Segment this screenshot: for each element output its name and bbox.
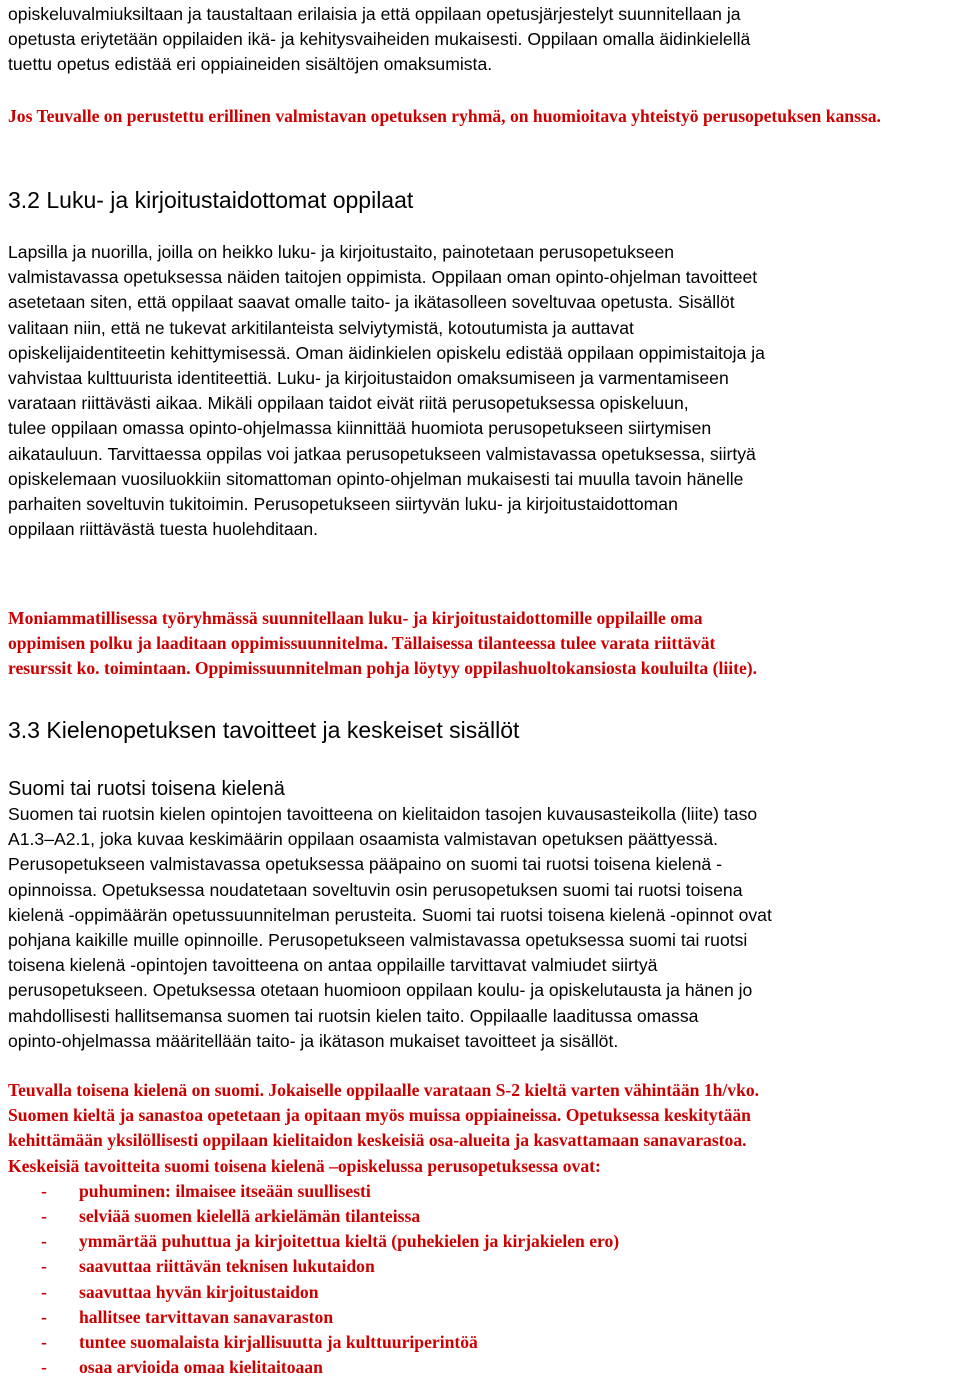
- text-line: perusopetukseen. Opetuksessa otetaan huomioon oppilaan koulu- ja opiskelutausta ja hänen jo: [8, 980, 753, 1001]
- list-item: [8, 1355, 759, 1380]
- text-line: tulee oppilaan omassa opinto-ohjelmassa kiinnittää huomiota perusopetukseen siirtymisen: [8, 418, 712, 439]
- text-line: opiskelemaan vuosiluokkiin sitomattoman opinto-ohjelman mukaisesti tai muulla tavoin hänelle: [8, 468, 744, 489]
- text-line: pohjana kaikille muille opinnoille. Perusopetukseen valmistavassa opetuksessa suomi tai ruotsi: [8, 930, 748, 951]
- text-line: oppilaan riittävästä tuesta huolehditaan.: [8, 519, 319, 540]
- list-item: [8, 1254, 759, 1279]
- text-line: parhaiten soveltuvin tukitoimin. Perusopetukseen siirtyvän luku- ja kirjoitustaidottoman: [8, 494, 678, 515]
- section-heading-3-3: 3.3 Kielenopetuksen tavoitteet ja keskeiset sisällöt: [8, 717, 520, 743]
- text-line: Lapsilla ja nuorilla, joilla on heikko luku- ja kirjoitustaito, painotetaan perusopetukseen: [8, 242, 675, 262]
- text-line: vahvistaa kulttuurista identiteettiä. Luku- ja kirjoitustaidon omaksumiseen ja varmentamiseen: [8, 368, 729, 389]
- list-item-text: osaa arvioida omaa kielitaitoaan: [79, 1357, 323, 1378]
- dash-bullet: -: [41, 1206, 47, 1227]
- text-line: resurssit ko. toimintaan. Oppimissuunnitelman pohja löytyy oppilashuoltokansiosta kouluilta (liite).: [8, 658, 758, 679]
- text-line: opiskeluvalmiuksiltaan ja taustaltaan erilaisia ja että oppilaan opetusjärjestelyt suunnitellaan ja: [8, 4, 741, 24]
- dash-bullet: -: [41, 1256, 47, 1277]
- paragraph-illiterate-students: [8, 240, 765, 542]
- text-line: opetusta eriytetään oppilaiden ikä- ja kehitysvaiheiden mukaisesti. Oppilaan omalla äidinkielellä: [8, 29, 751, 50]
- dash-bullet: -: [41, 1231, 47, 1252]
- goals-list: [8, 1179, 759, 1381]
- text-line: asetetaan siten, että oppilaat saavat omalle taito- ja ikätasolleen soveltuvaa opetusta. Sisällöt: [8, 292, 735, 313]
- subheading-second-language: Suomi tai ruotsi toisena kielenä: [8, 778, 285, 800]
- text-line: opinnoissa. Opetuksessa noudatetaan soveltuvin osin perusopetuksen suomi tai ruotsi toisena: [8, 879, 743, 900]
- note-learning-path: [8, 606, 757, 682]
- text-line: toisena kielenä -opintojen tavoitteena on antaa oppilaille tarvittavat valmiudet siirtyä: [8, 955, 658, 976]
- text-line: mahdollisesti hallitsemansa suomen tai ruotsin kielen taito. Oppilaalle laaditussa omassa: [8, 1005, 699, 1026]
- list-item-text: selviää suomen kielellä arkielämän tilanteissa: [79, 1206, 421, 1227]
- text-line: Teuvalla toisena kielenä on suomi. Jokaiselle oppilaalle varataan S-2 kieltä varten vähintään 1h/vko.: [8, 1080, 760, 1100]
- dash-bullet: -: [41, 1357, 47, 1378]
- text-line: Suomen kieltä ja sanastoa opetetaan ja opitaan myös muissa oppiaineissa. Opetuksessa keskitytään: [8, 1105, 751, 1126]
- section-heading-3-2: 3.2 Luku- ja kirjoitustaidottomat oppilaat: [8, 187, 414, 213]
- list-item: [8, 1330, 759, 1355]
- list-item-text: saavuttaa riittävän teknisen lukutaidon: [79, 1256, 375, 1277]
- list-item: [8, 1305, 759, 1330]
- text-line: Moniammatillisessa työryhmässä suunnitellaan luku- ja kirjoitustaidottomille oppilaille oma: [8, 608, 703, 628]
- dash-bullet: -: [41, 1281, 47, 1302]
- text-line: Perusopetukseen valmistavassa opetuksessa pääpaino on suomi tai ruotsi toisena kielenä -: [8, 854, 722, 875]
- list-item: [8, 1229, 759, 1254]
- text-line: varataan riittävästi aikaa. Mikäli oppilaan taidot eivät riitä perusopetuksessa opiskeluun,: [8, 393, 689, 414]
- text-line: opinto-ohjelmassa määritellään taito- ja ikätason mukaiset tavoitteet ja sisällöt.: [8, 1030, 619, 1051]
- list-item: [8, 1179, 759, 1204]
- dash-bullet: -: [41, 1180, 47, 1201]
- text-line: aikatauluun. Tarvittaessa oppilas voi jatkaa perusopetukseen valmistavassa opetuksessa, siirtyä: [8, 443, 756, 464]
- list-item: [8, 1280, 759, 1305]
- list-item-text: ymmärtää puhuttua ja kirjoitettua kieltä (puhekielen ja kirjakielen ero): [79, 1231, 620, 1252]
- dash-bullet: -: [41, 1306, 47, 1327]
- text-line: opiskelijaidentiteetin kehittymisessä. Oman äidinkielen opiskelu edistää oppilaan oppimistaitoja ja: [8, 342, 765, 363]
- note-teuva-finnish: [8, 1078, 759, 1380]
- text-line: valitaan niin, että ne tukevat arkitilanteista selviytymistä, kotoutumista ja auttavat: [8, 317, 634, 338]
- paragraph-intro-continued: [8, 2, 750, 78]
- text-line: Keskeisiä tavoitteita suomi toisena kielenä –opiskelussa perusopetuksessa ovat:: [8, 1155, 601, 1176]
- text-line: Suomen tai ruotsin kielen opintojen tavoitteena on kielitaidon tasojen kuvausasteikolla (liite) taso: [8, 804, 758, 824]
- text-line: valmistavassa opetuksessa näiden taitojen oppimista. Oppilaan oman opinto-ohjelman tavoitteet: [8, 267, 758, 288]
- text-line: oppimisen polku ja laaditaan oppimissuunnitelma. Tällaisessa tilanteessa tulee varata riittävät: [8, 633, 716, 654]
- list-item-text: tuntee suomalaista kirjallisuutta ja kulttuuriperintöä: [79, 1332, 478, 1353]
- text-line: A1.3–A2.1, joka kuvaa keskimäärin oppilaan osaamista valmistavan opetuksen päättyessä.: [8, 829, 719, 850]
- text-line: kehittämään yksilöllisesti oppilaan kielitaidon keskeisiä osa-alueita ja kasvattamaan sanavarastoa.: [8, 1130, 747, 1151]
- paragraph-language-goals: [8, 802, 772, 1054]
- list-item-text: hallitsee tarvittavan sanavaraston: [79, 1306, 334, 1327]
- text-line: kielenä -oppimäärän opetussuunnitelman perusteita. Suomi tai ruotsi toisena kielenä -opinnot ovat: [8, 904, 772, 925]
- list-item-text: saavuttaa hyvän kirjoitustaidon: [79, 1281, 319, 1302]
- list-item: [8, 1204, 759, 1229]
- list-item-text: puhuminen: ilmaisee itseään suullisesti: [79, 1180, 371, 1201]
- text-line: tuettu opetus edistää eri oppiaineiden sisältöjen omaksumista.: [8, 54, 493, 75]
- dash-bullet: -: [41, 1332, 47, 1353]
- note-separate-group: Jos Teuvalle on perustettu erillinen valmistavan opetuksen ryhmä, on huomioitava yhteistyö perusopetuksen kanssa.: [8, 106, 881, 126]
